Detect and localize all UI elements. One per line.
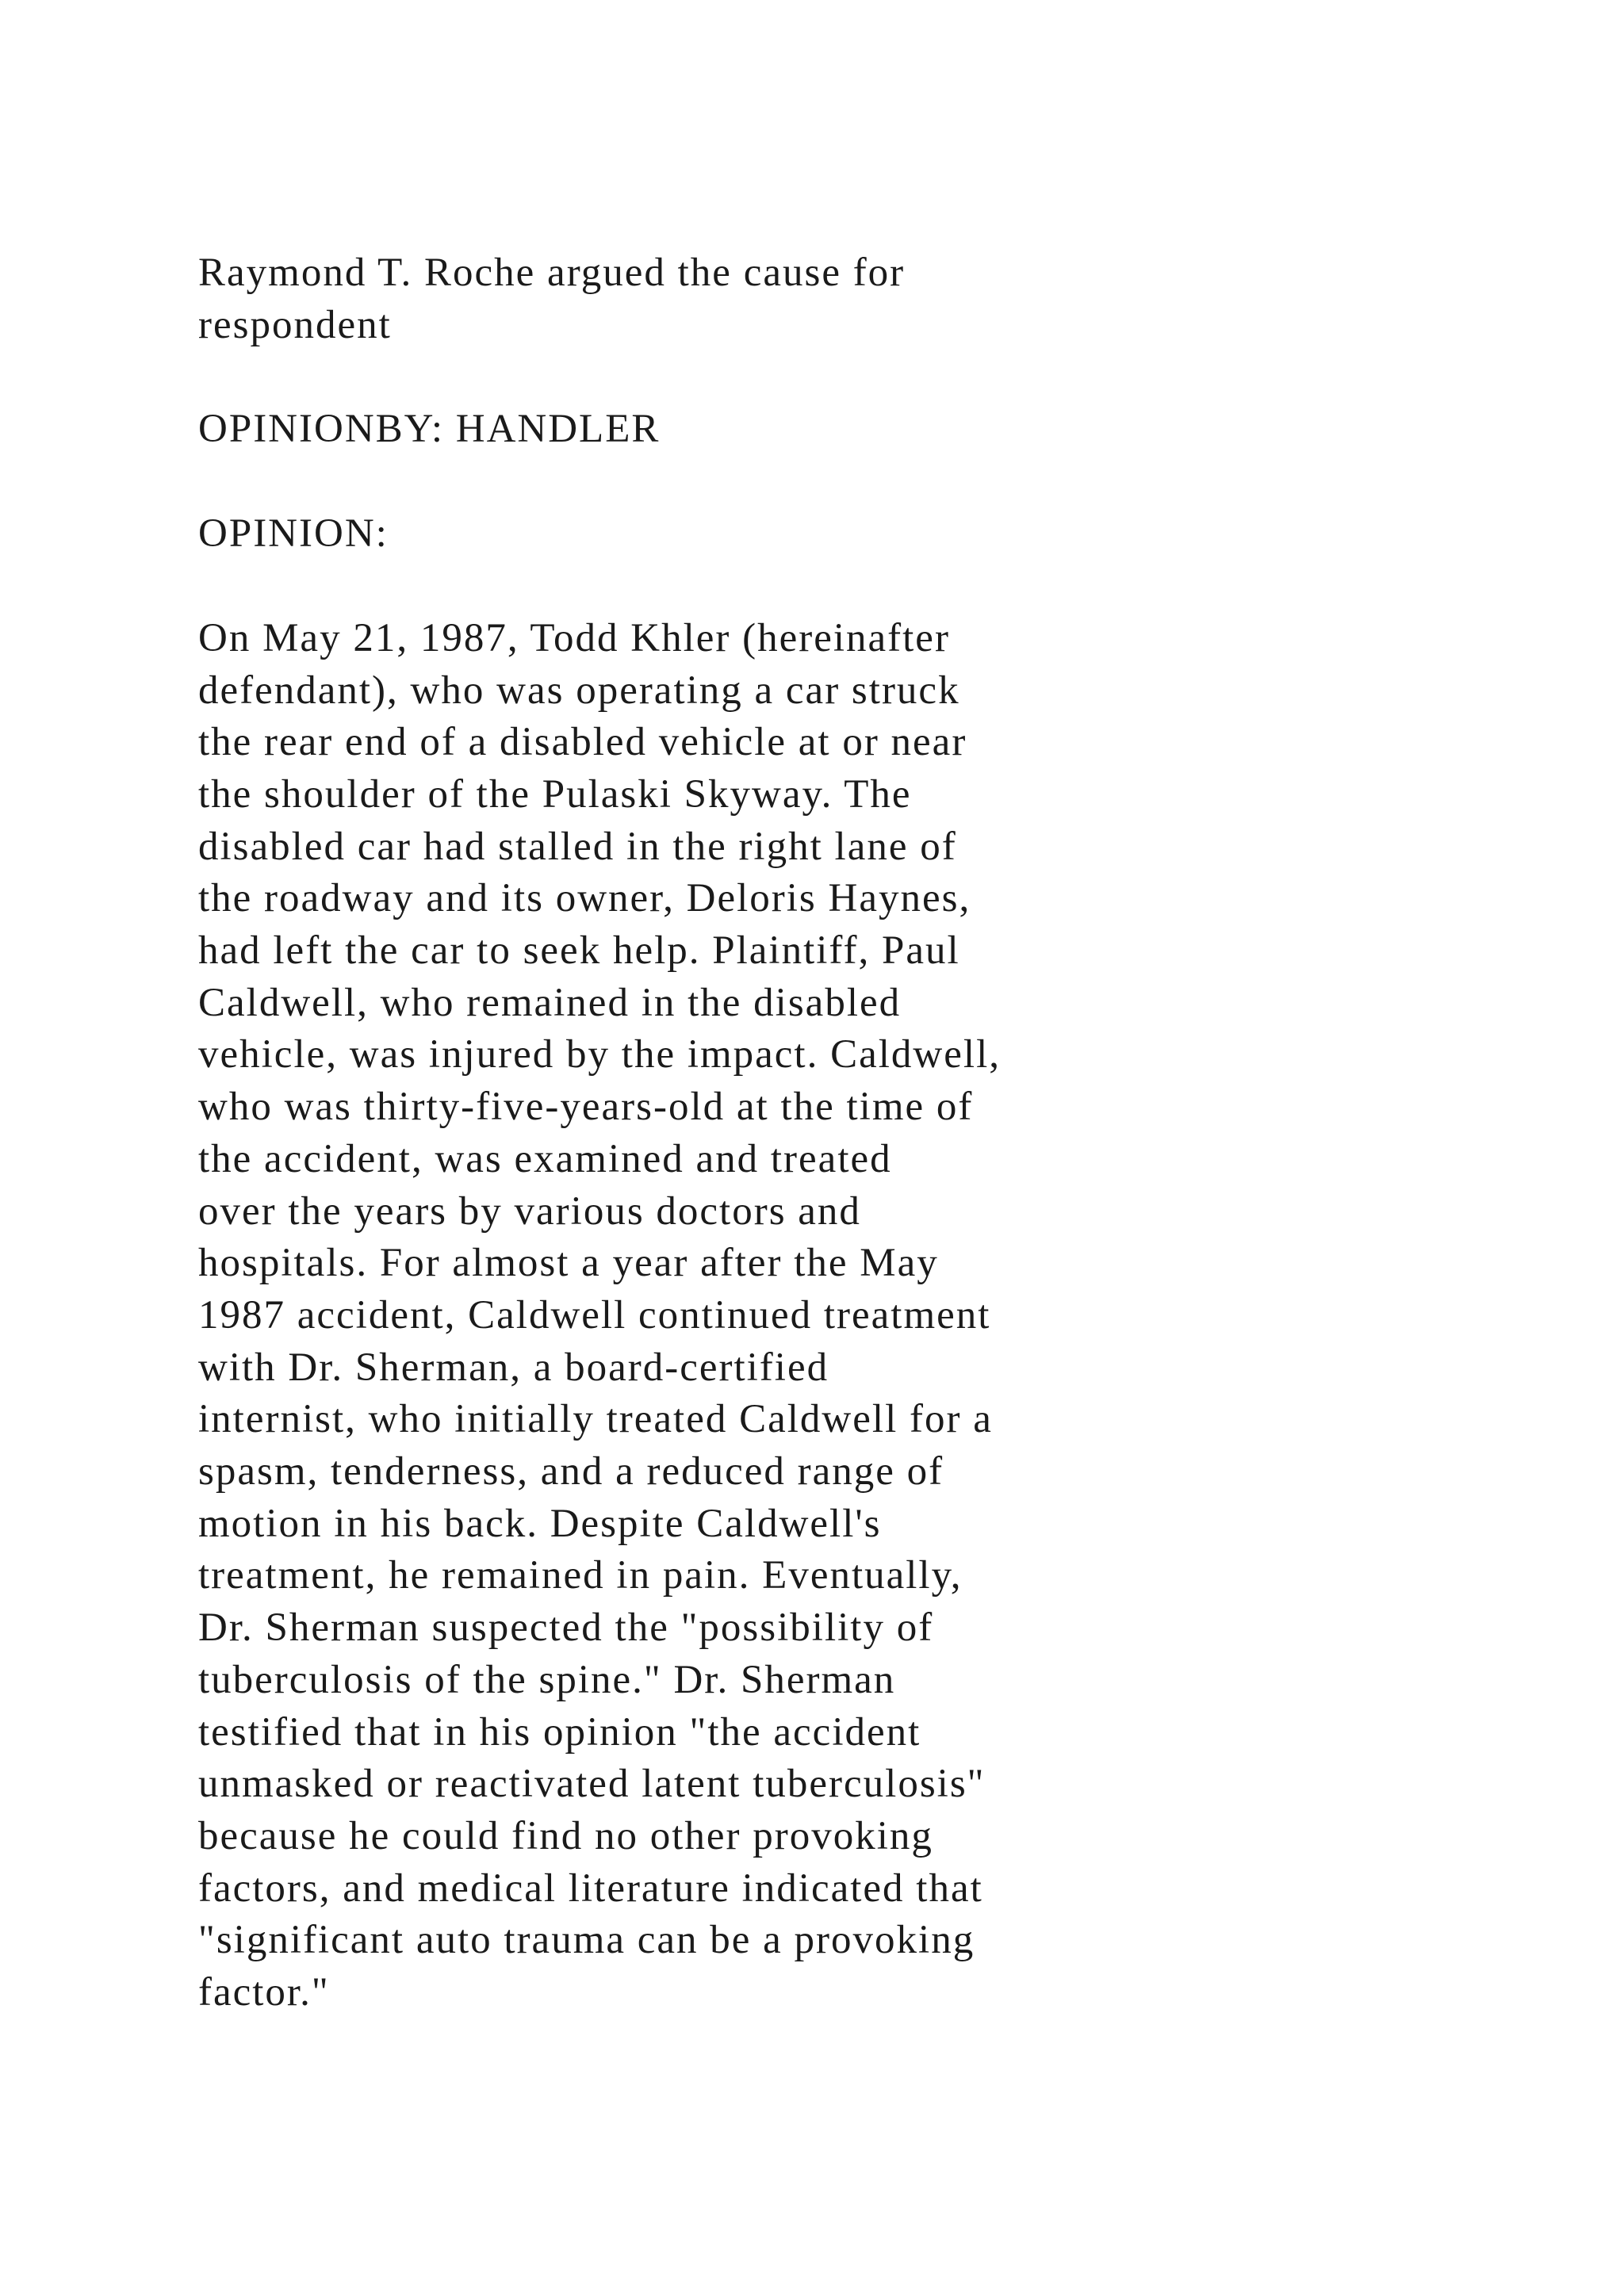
text-line: unmasked or reactivated latent tuberculosis" <box>198 1762 986 1807</box>
text-line: factors, and medical literature indicated that <box>198 1866 983 1911</box>
text-line: factor." <box>198 1970 330 2015</box>
text-line: over the years by various doctors and <box>198 1188 861 1234</box>
text-line: 1987 accident, Caldwell continued treatment <box>198 1292 991 1337</box>
text-line: Dr. Sherman suspected the "possibility of <box>198 1605 934 1651</box>
text-line: Raymond T. Roche argued the cause for <box>198 251 906 295</box>
text-line: the shoulder of the Pulaski Skyway. The <box>198 771 912 817</box>
text-line: the roadway and its owner, Deloris Haynes, <box>198 876 971 921</box>
text-line: OPINIONBY: HANDLER <box>198 407 661 452</box>
text-line: OPINION: <box>198 511 389 557</box>
text-line: defendant), who was operating a car struck <box>198 668 960 713</box>
text-line: who was thirty-five-years-old at the time of <box>198 1085 974 1130</box>
text-line: had left the car to seek help. Plaintiff, Paul <box>198 928 960 974</box>
text-line: tuberculosis of the spine." Dr. Sherman <box>198 1657 896 1702</box>
opinion-body-paragraph <box>198 613 1388 2019</box>
counsel-paragraph <box>198 247 1388 351</box>
text-line: testified that in his opinion "the accident <box>198 1709 921 1755</box>
text-line: treatment, he remained in pain. Eventually, <box>198 1553 963 1598</box>
text-line: disabled car had stalled in the right lane of <box>198 824 957 869</box>
text-line: Caldwell, who remained in the disabled <box>198 980 902 1025</box>
text-line: vehicle, was injured by the impact. Caldwell, <box>198 1032 1001 1077</box>
text-line: the accident, was examined and treated <box>198 1136 892 1181</box>
text-line: "significant auto trauma can be a provoking <box>198 1918 975 1963</box>
text-line: spasm, tenderness, and a reduced range of <box>198 1449 944 1494</box>
document-text <box>198 247 1388 2072</box>
opinion-label-paragraph <box>198 508 1388 561</box>
text-line: because he could find no other provoking <box>198 1813 933 1858</box>
text-line: motion in his back. Despite Caldwell's <box>198 1501 882 1546</box>
text-line: On May 21, 1987, Todd Khler (hereinafter <box>198 615 950 660</box>
opinion-by-paragraph <box>198 404 1388 456</box>
text-line: hospitals. For almost a year after the May <box>198 1241 939 1286</box>
text-line: respondent <box>198 302 392 347</box>
text-line: internist, who initially treated Caldwell for a <box>198 1397 993 1442</box>
text-line: the rear end of a disabled vehicle at or near <box>198 720 967 765</box>
text-line: with Dr. Sherman, a board-certified <box>198 1345 829 1390</box>
